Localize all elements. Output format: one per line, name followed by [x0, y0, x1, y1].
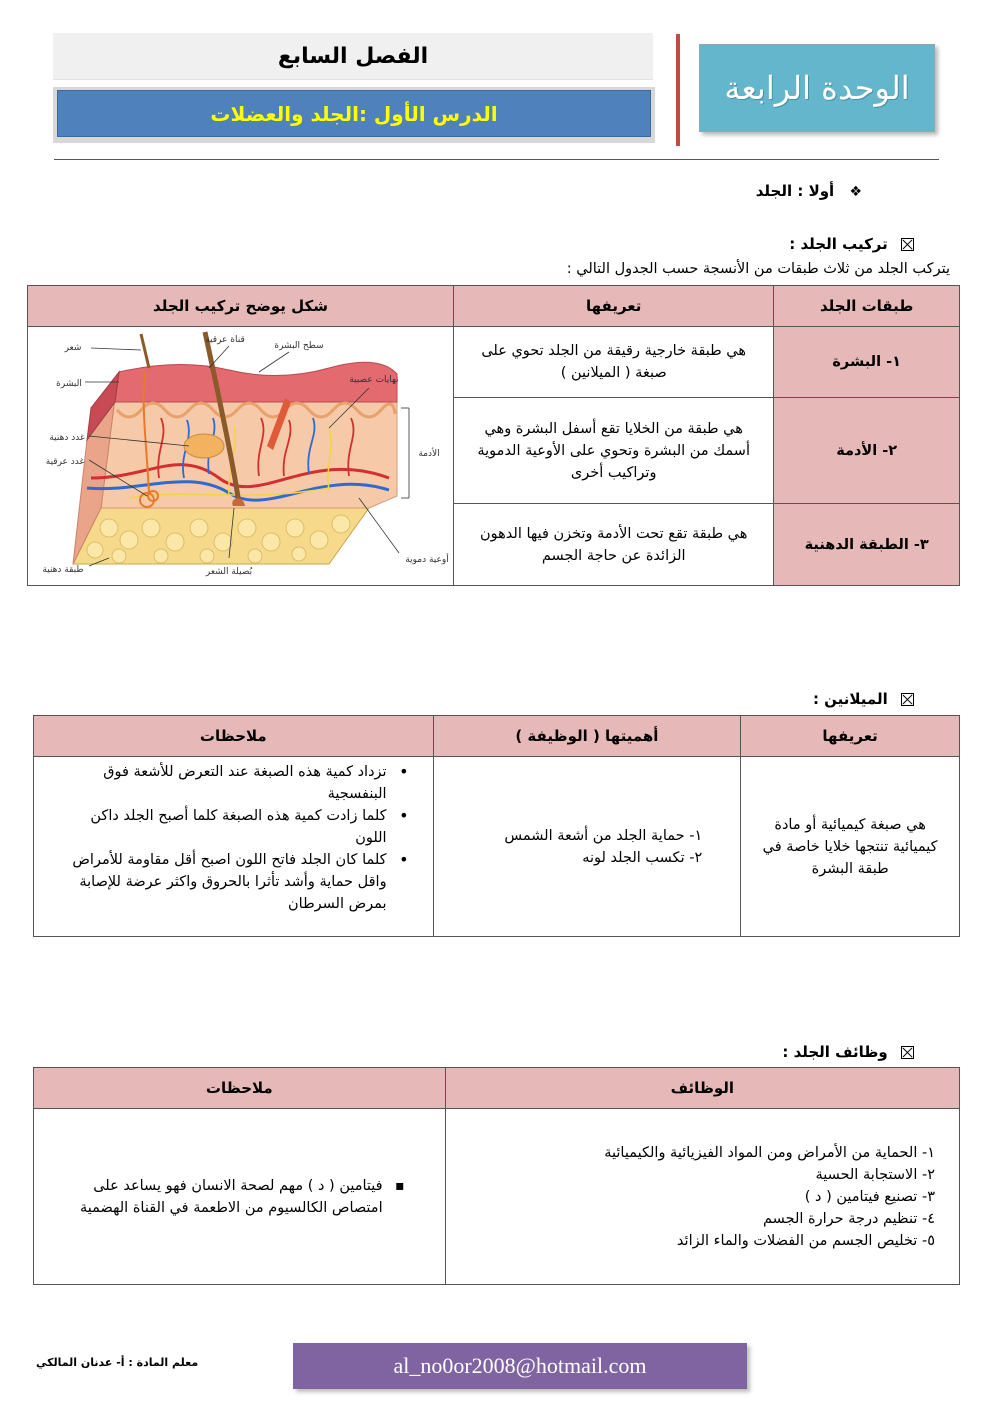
layer-definition: هي طبقة تقع تحت الأدمة وتخزن فيها الدهون الزائدة عن حاجة الجسم	[454, 504, 774, 586]
diagram-label-sweat-duct: قناة عرقية	[205, 335, 245, 345]
diagram-label-epidermis: البشرة	[56, 379, 82, 389]
diagram-label-skin-surface: سطح البشرة	[274, 341, 324, 351]
functions-heading	[782, 1043, 914, 1061]
list-item: ٥- تخليص الجسم من الفضلات والماء الزائد	[676, 1232, 935, 1249]
structure-heading	[789, 235, 914, 253]
header-definition: تعريفها	[741, 716, 960, 757]
functions-notes-cell	[34, 1109, 446, 1285]
layer-definition: هي طبقة من الخلايا تقع أسفل البشرة وهي أسمك من البشرة وتحوي على الأوعية الدموية وتراكيب أخرى	[454, 398, 774, 504]
header-rule	[54, 159, 939, 160]
layer-name: ٣- الطبقة الدهنية	[774, 504, 960, 586]
melanin-heading	[813, 690, 914, 708]
section-skin-heading	[756, 182, 862, 200]
email-box	[293, 1343, 747, 1389]
list-item: • كلما كان الجلد فاتح اللون اصبح أقل مقاومة للأمراض واقل حماية وأشد تأثرا بالحروق واكثر عرضة للإصابة بمرض السرطان	[64, 849, 387, 915]
header-divider	[676, 34, 680, 146]
teacher-credit: معلم المادة : أ- عدنان المالكي	[36, 1356, 199, 1369]
diamond-bullet-icon: ❖	[849, 184, 862, 200]
section-skin-title: أولا : الجلد	[755, 182, 835, 200]
structure-title: تركيب الجلد :	[789, 235, 888, 253]
checkbox-icon	[901, 1046, 914, 1059]
list-item: • كلما زادت كمية هذه الصبغة كلما أصبح الجلد داكن اللون	[64, 805, 387, 849]
melanin-title: الميلانين :	[812, 690, 888, 708]
list-item: • تزداد كمية هذه الصبغة عند التعرض للأشعة فوق البنفسجية	[64, 761, 387, 805]
header-importance: أهميتها ( الوظيفة )	[433, 716, 741, 757]
lesson-title-box	[53, 87, 655, 143]
checkbox-icon	[901, 693, 914, 706]
diagram-label-hair: شعر	[64, 343, 82, 353]
layer-name: ٢- الأدمة	[774, 398, 960, 504]
list-item: ٢- الاستجابة الحسية	[815, 1166, 935, 1183]
diagram-label-dermis: الأدمة	[418, 449, 440, 459]
functions-title: وظائف الجلد :	[782, 1043, 888, 1061]
diagram-label-sweat-gland: غدد عرقية	[45, 457, 85, 467]
header-diagram: شكل يوضح تركيب الجلد	[28, 286, 454, 327]
skin-structure-diagram	[29, 328, 453, 584]
layer-name: ١- البشرة	[774, 327, 960, 398]
email-address: al_no0or2008@hotmail.com	[393, 1353, 647, 1378]
checkbox-icon	[901, 238, 914, 251]
header-notes: ملاحظات	[34, 1068, 446, 1109]
list-item: ١- حماية الجلد من أشعة الشمس	[504, 827, 703, 844]
skin-layers-table	[27, 285, 960, 586]
table-header-row	[28, 286, 960, 327]
header-functions: الوظائف	[445, 1068, 959, 1109]
layer-definition: هي طبقة خارجية رقيقة من الجلد تحوي على صبغة ( الميلانين )	[454, 327, 774, 398]
diagram-label-blood-vessels: أوعية دموية	[405, 555, 449, 565]
unit-title-box	[699, 44, 935, 132]
chapter-title: الفصل السابع	[53, 33, 653, 80]
diagram-label-sebaceous: غدد دهنية	[49, 433, 85, 443]
list-item: ١- الحماية من الأمراض ومن المواد الفيزيائية والكيميائية	[604, 1144, 935, 1161]
functions-table	[33, 1067, 960, 1285]
diagram-label-hair-follicle: بُصيلة الشعر	[205, 567, 253, 577]
diagram-label-fat-layer: طبقة دهنية	[42, 565, 84, 575]
melanin-table	[33, 715, 960, 937]
header-definition: تعريفها	[454, 286, 774, 327]
table-row	[34, 1109, 960, 1285]
table-row	[34, 757, 960, 937]
list-item: ٣- تصنيع فيتامين ( د )	[804, 1188, 935, 1205]
unit-title: الوحدة الرابعة	[724, 69, 910, 107]
header-layers: طبقات الجلد	[774, 286, 960, 327]
melanin-notes-cell	[34, 757, 434, 937]
list-item: ٤- تنظيم درجة حرارة الجسم	[763, 1210, 935, 1227]
table-header-row	[34, 1068, 960, 1109]
list-item: ▪ فيتامين ( د ) مهم لصحة الانسان فهو يساعد على امتصاص الكالسيوم من الاطعمة في القناة الهضمية	[48, 1175, 383, 1219]
header-notes: ملاحظات	[34, 716, 434, 757]
melanin-definition: هي صبغة كيميائية أو مادة كيميائية تنتجها خلايا خاصة في طبقة البشرة	[741, 757, 960, 937]
functions-list-cell	[445, 1109, 959, 1285]
list-item: ٢- تكسب الجلد لونه	[582, 849, 703, 866]
structure-intro: يتركب الجلد من ثلاث طبقات من الأنسجة حسب الجدول التالي :	[566, 261, 950, 277]
skin-diagram-cell	[28, 327, 454, 586]
melanin-importance-cell	[433, 757, 741, 937]
table-row	[28, 327, 960, 398]
table-header-row	[34, 716, 960, 757]
lesson-title: الدرس الأول :الجلد والعضلات	[57, 90, 651, 137]
diagram-label-nerve-endings: نهايات عصبية	[349, 375, 399, 385]
